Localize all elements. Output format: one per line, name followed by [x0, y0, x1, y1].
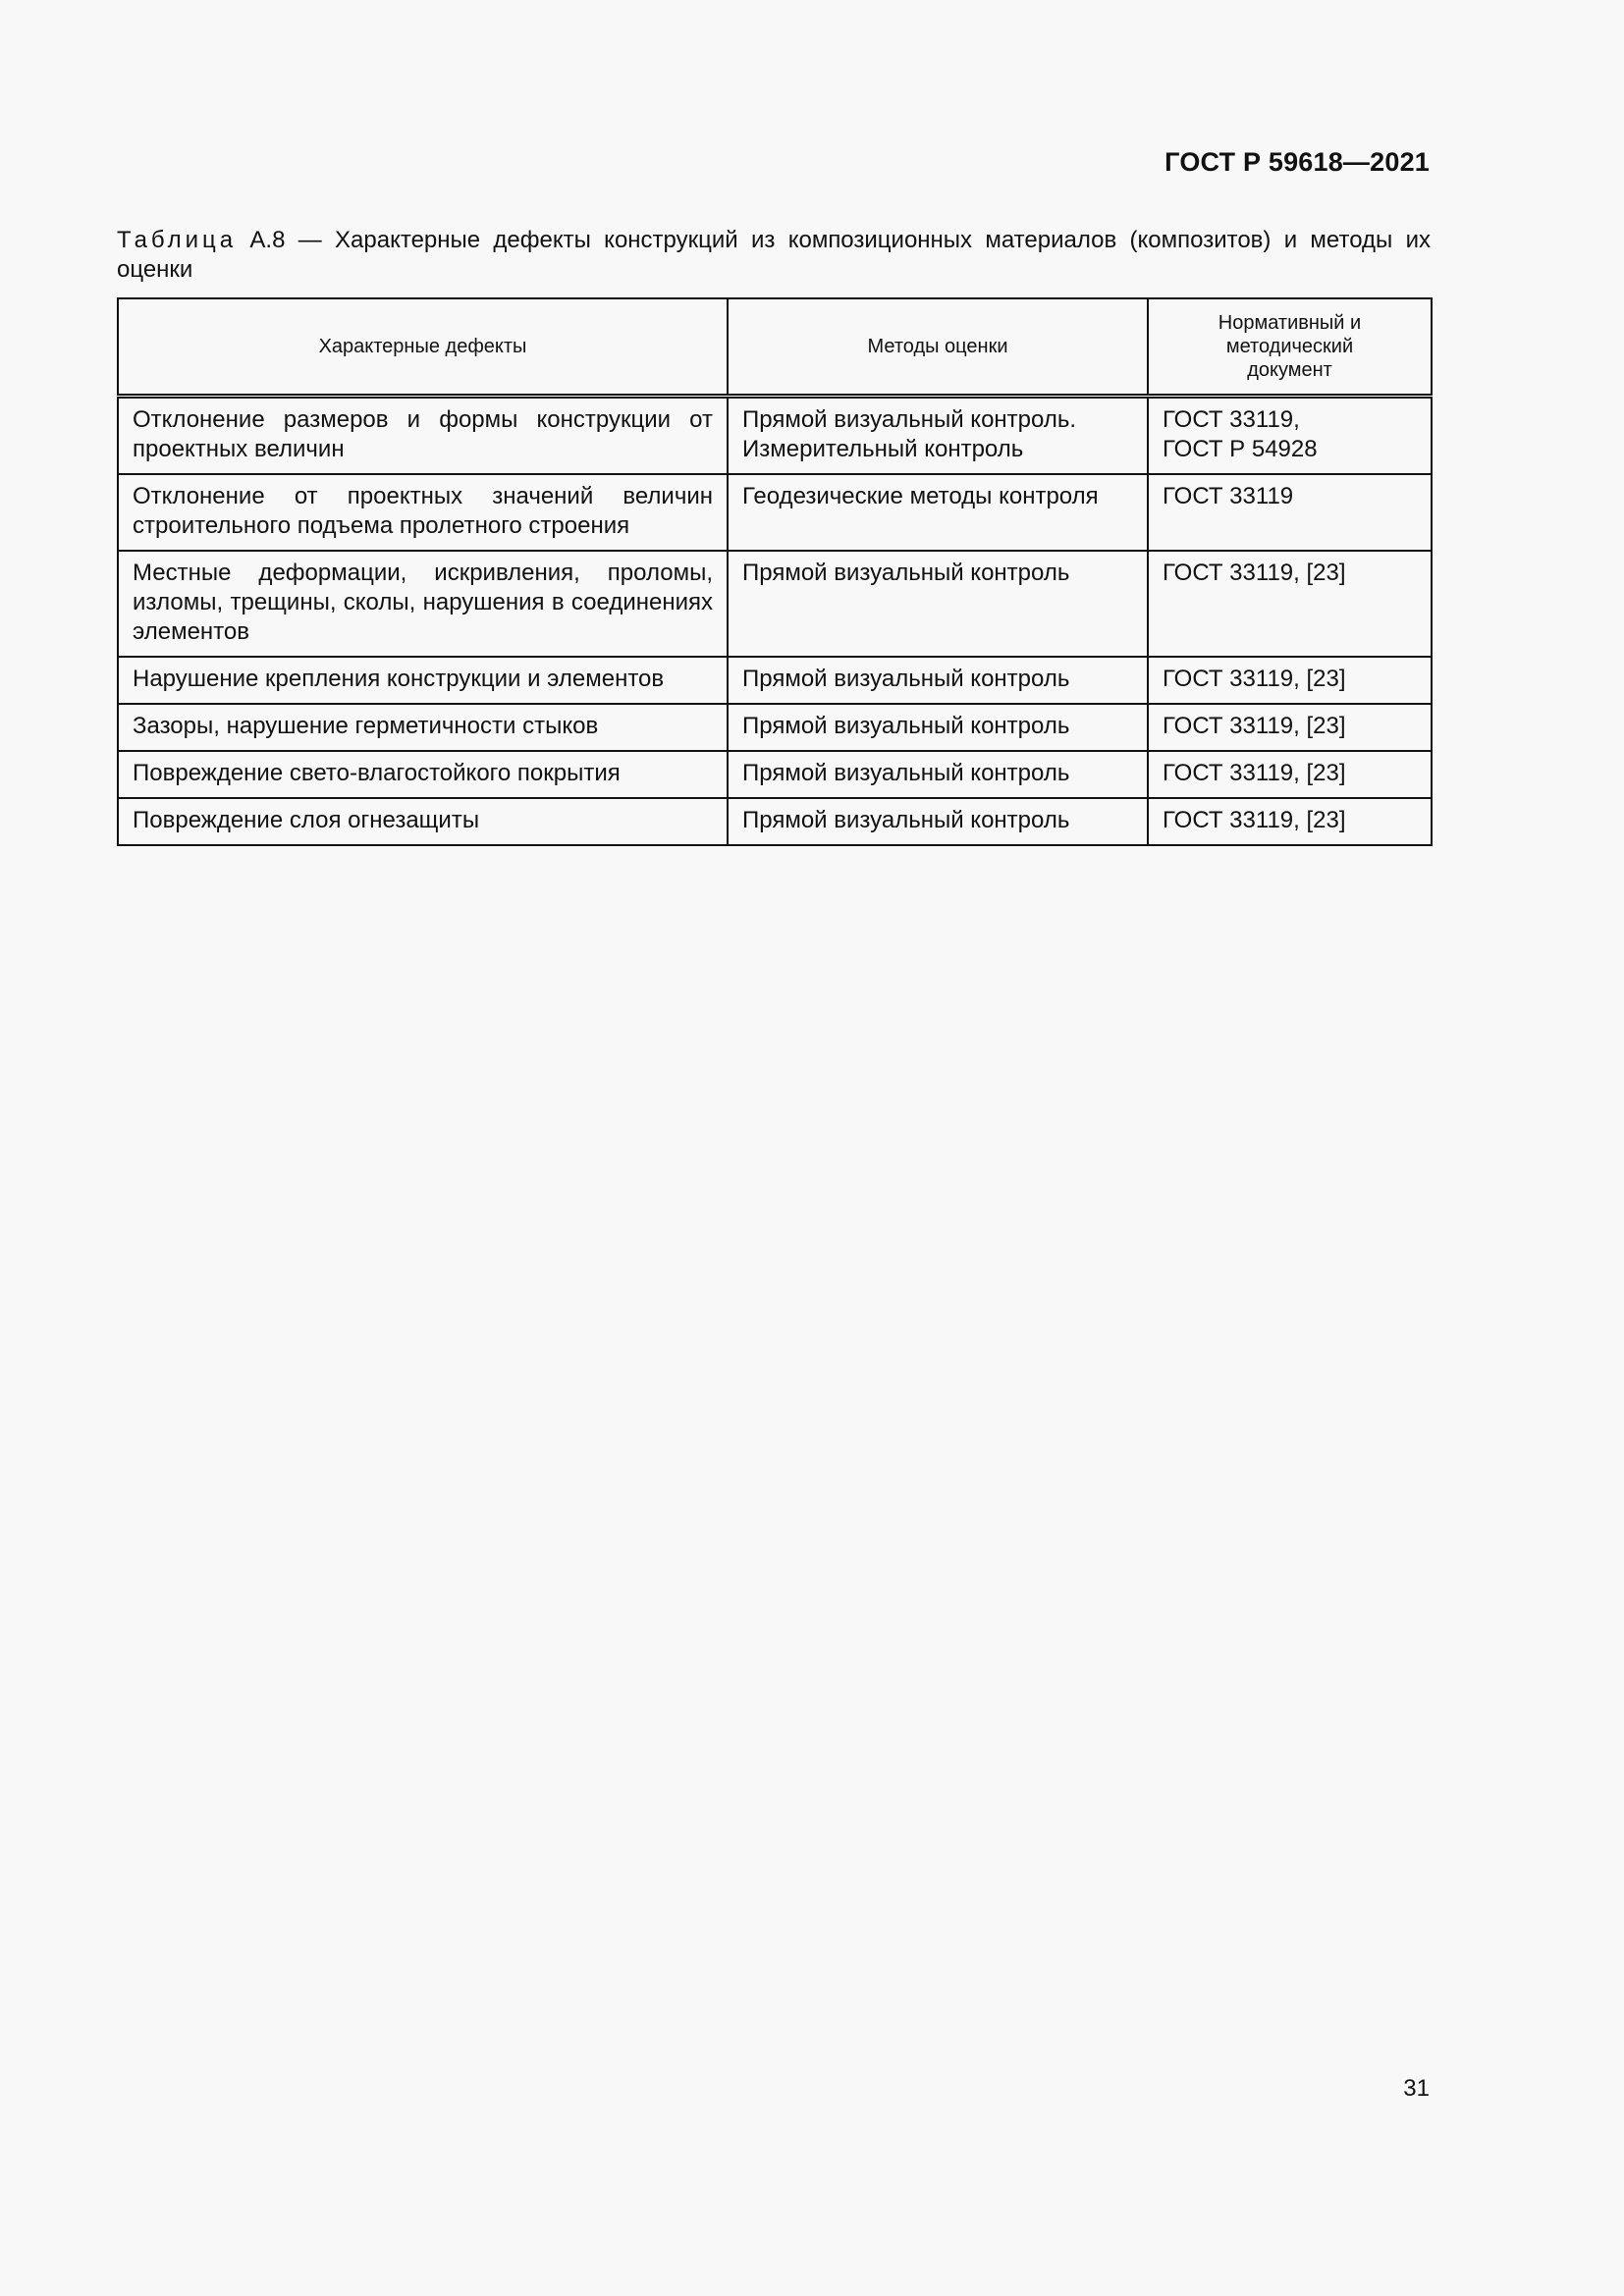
table-row: [118, 397, 1432, 475]
table-row: [118, 798, 1432, 845]
header-defects: Характерные дефекты: [118, 298, 728, 397]
cell-defect: Зазоры, нарушение герметичности стыков: [118, 704, 728, 751]
table-caption: [117, 226, 1431, 285]
cell-document: ГОСТ 33119, [23]: [1148, 657, 1432, 704]
cell-method: Прямой визуальный контроль: [728, 751, 1148, 798]
cell-document: ГОСТ 33119, [23]: [1148, 798, 1432, 845]
cell-method: Прямой визуальный контроль: [728, 551, 1148, 657]
table-header-row: [118, 298, 1432, 397]
table-row: [118, 704, 1432, 751]
table-caption-prefix: Таблица: [117, 227, 238, 253]
cell-defect: Местные деформации, искривления, проломы, изломы, трещины, сколы, нарушения в соединениях элементов: [118, 551, 728, 657]
header-document-text: Нормативный и методический документ: [1218, 312, 1362, 381]
cell-document: ГОСТ 33119, [23]: [1148, 704, 1432, 751]
defects-table-container: [117, 297, 1431, 846]
cell-defect: Отклонение размеров и формы конструкции от проектных величин: [118, 397, 728, 475]
cell-document: [1148, 397, 1432, 475]
cell-defect: Отклонение от проектных значений величин строительного подъема пролетного строения: [118, 474, 728, 551]
table-row: [118, 657, 1432, 704]
cell-defect: Повреждение слоя огнезащиты: [118, 798, 728, 845]
defects-table: [117, 297, 1433, 846]
cell-defect: Нарушение крепления конструкции и элементов: [118, 657, 728, 704]
cell-method: Прямой визуальный контроль: [728, 704, 1148, 751]
document-code: ГОСТ Р 59618—2021: [1164, 147, 1430, 177]
table-row: [118, 751, 1432, 798]
cell-document-text: ГОСТ 33119, ГОСТ Р 54928: [1163, 406, 1318, 462]
cell-defect: Повреждение свето-влагостойкого покрытия: [118, 751, 728, 798]
table-row: [118, 551, 1432, 657]
table-caption-text: А.8 — Характерные дефекты конструкций из композиционных материалов (композитов) и методы их оценки: [117, 227, 1431, 283]
cell-method: Прямой визуальный контроль: [728, 657, 1148, 704]
cell-method: Прямой визуальный контроль: [728, 798, 1148, 845]
cell-document: ГОСТ 33119, [23]: [1148, 551, 1432, 657]
cell-method: [728, 397, 1148, 475]
cell-method: Геодезические методы контроля: [728, 474, 1148, 551]
cell-document: ГОСТ 33119: [1148, 474, 1432, 551]
page-number: 31: [1403, 2075, 1430, 2102]
header-document: [1148, 298, 1432, 397]
cell-document: ГОСТ 33119, [23]: [1148, 751, 1432, 798]
header-methods: Методы оценки: [728, 298, 1148, 397]
cell-method-text: Прямой визуальный контроль. Измерительный контроль: [742, 406, 1077, 462]
table-row: [118, 474, 1432, 551]
